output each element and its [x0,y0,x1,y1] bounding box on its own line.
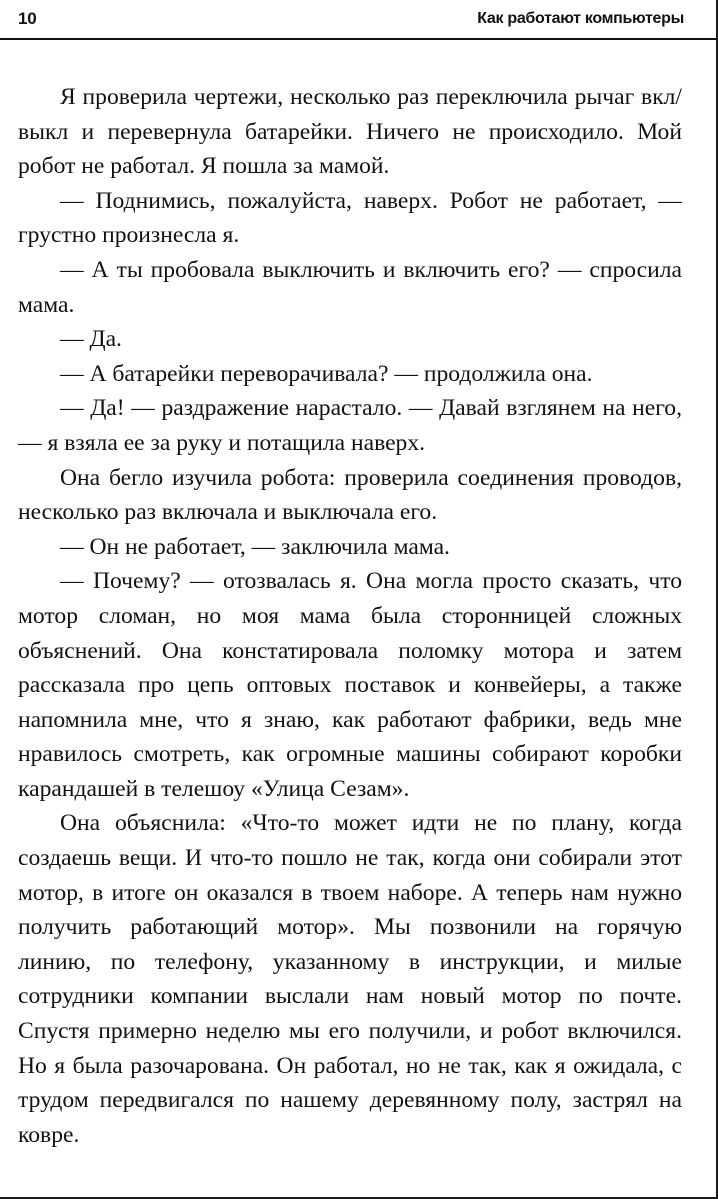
running-head [0,0,718,40]
paragraph [18,391,682,460]
paragraph [18,357,682,392]
paragraph-text: — Почему? — отозвалась я. Она могла просто сказать, что мотор сломан, но моя мама была сторонницей сложных объяснений. Она констатировала поломку мотора и затем рассказала про цепь оптовых поставок и конвейеры, а также напомнила мне, что я знаю, как работают фабрики, ведь мне нравилось смотреть, как огромные машины собирают коробки карандашей в телешоу «Улица Сезам». [18,568,682,802]
paragraph-text: — Да! — раздражение нарастало. — Давай взглянем на него, — я взяла ее за руку и потащила наверх. [18,395,682,456]
paragraph [18,322,682,357]
body-text [18,80,682,1152]
paragraph [18,184,682,253]
paragraph-text: Она объяснила: «Что-то может идти не по плану, когда создаешь вещи. И что-то пошло не так, когда они собирали этот мотор, в итоге он оказался в твоем наборе. А теперь нам нужно получить работающий мотор». Мы позвонили на горячую линию, по телефону, указанному в инструкции, и милые сотрудники компании выслали нам новый мотор по почте. Спустя примерно неделю мы его получили, и робот включился. Но я была разочарована. Он работал, но не так, как я ожидала, с трудом передвигался по нашему деревянному полу, застрял на ковре. [18,810,682,1148]
paragraph [18,461,682,530]
paragraph-text: — А батарейки переворачивала? — продолжила она. [60,360,593,387]
paragraph [18,530,682,565]
paragraph [18,80,682,184]
chapter-title: Как работают компьютеры [477,10,684,27]
paragraph [18,253,682,322]
paragraph-text: Она бегло изучила робота: проверила соединения проводов, несколько раз включала и выключала его. [18,464,682,526]
paragraph-text: — Поднимись, пожалуйста, наверх. Робот не работает, — грустно произнесла я. [18,187,682,249]
paragraph [18,564,682,806]
paragraph-text: Я проверила чертежи, несколько раз переключила рычаг вкл/выкл и перевернула батарейки. Ничего не происходило. Мой робот не работал. Я пошла за мамой. [18,84,682,180]
paragraph-text: — Да. [60,326,122,353]
paragraph [18,806,682,1152]
paragraph-text: — А ты пробовала выключить и включить его? — спросила мама. [18,256,682,318]
page-number: 10 [18,9,37,28]
paragraph-text: — Он не работает, — заключила мама. [60,533,450,560]
